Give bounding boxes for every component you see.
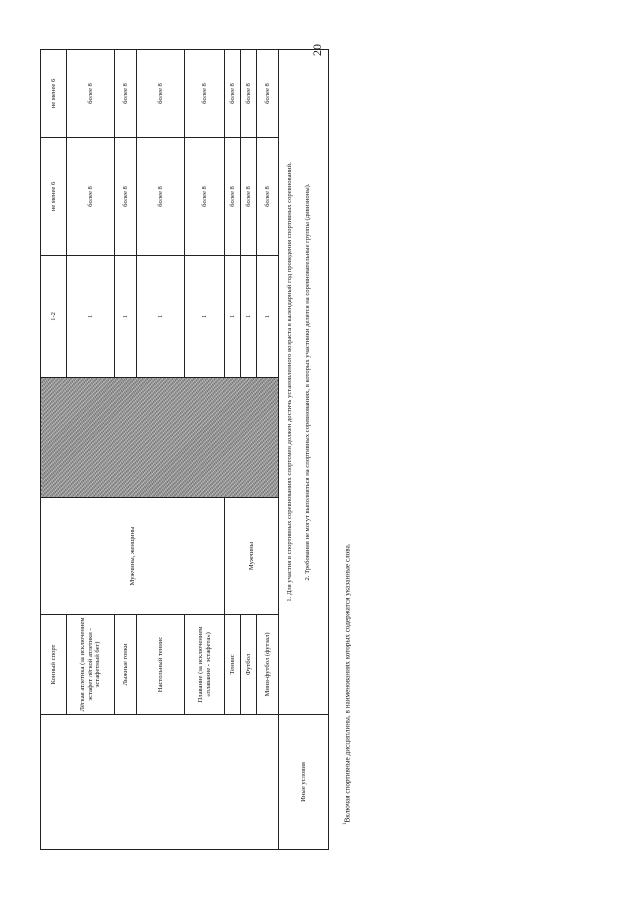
conditions-label: Иные условия [279, 715, 329, 850]
value-cell: более 8 [241, 50, 257, 138]
value-cell: более 8 [115, 50, 137, 138]
group-cell: 1 [225, 256, 241, 378]
left-blank-cell [41, 715, 279, 850]
value-cell: более 8 [137, 138, 185, 256]
value-cell: более 8 [257, 138, 279, 256]
value-cell: более 8 [67, 50, 115, 138]
value-cell: более 8 [225, 50, 241, 138]
value-cell: более 8 [185, 138, 225, 256]
group-cell: 1 [137, 256, 185, 378]
footnote [343, 50, 351, 850]
note-2: 2. Требования не могут выполняться на спортивных соревнованиях, в которых участники делятся на соревновательные группы (дивизионы). [303, 183, 311, 581]
page-number: 20 [310, 44, 324, 56]
value-cell: не менее 6 [41, 138, 67, 256]
value-cell: более 8 [185, 50, 225, 138]
value-cell: не менее 6 [41, 50, 67, 138]
value-cell: более 8 [257, 50, 279, 138]
sport-cell: Лыжные гонки [115, 615, 137, 715]
group-cell: 1 [241, 256, 257, 378]
value-cell: более 8 [137, 50, 185, 138]
group-cell: 1-2 [41, 256, 67, 378]
value-cell: более 8 [225, 138, 241, 256]
value-cell: более 8 [67, 138, 115, 256]
footnote-mark: 1 [343, 822, 348, 825]
group-cell: 1 [257, 256, 279, 378]
group-cell: 1 [67, 256, 115, 378]
sport-cell: Мини-футбол (футзал) [257, 615, 279, 715]
sport-cell: Лёгкая атлетика (за исключением эстафет лёгкой атлетики - эстафетный бег) [67, 615, 115, 715]
group-cell: 1 [115, 256, 137, 378]
gender-cell: Мужчины, женщины [41, 498, 225, 615]
group-cell: 1 [185, 256, 225, 378]
footnote-text: Включая спортивные дисциплины, в наименованиях которых содержатся указанные слова. [343, 543, 352, 823]
value-cell: более 8 [241, 138, 257, 256]
table-row [41, 50, 67, 850]
value-cell: более 8 [115, 138, 137, 256]
sport-cell: Настольный теннис [137, 615, 185, 715]
shaded-cell [41, 378, 279, 498]
table-row [279, 50, 329, 850]
notes-cell [279, 50, 329, 715]
rotated-document [40, 50, 360, 850]
requirements-table [40, 49, 329, 850]
gender-cell: Мужчины [225, 498, 279, 615]
sport-cell: Конный спорт [41, 615, 67, 715]
sport-cell: Футбол [241, 615, 257, 715]
sport-cell: Теннис [225, 615, 241, 715]
sport-cell: Плавание (за исключением «плавание - эстафета») [185, 615, 225, 715]
note-1: 1. Для участия в спортивных соревнованиях спортсмен должен достичь установленного возраста в календарный год проведения спортивных соревнований. [285, 162, 293, 602]
